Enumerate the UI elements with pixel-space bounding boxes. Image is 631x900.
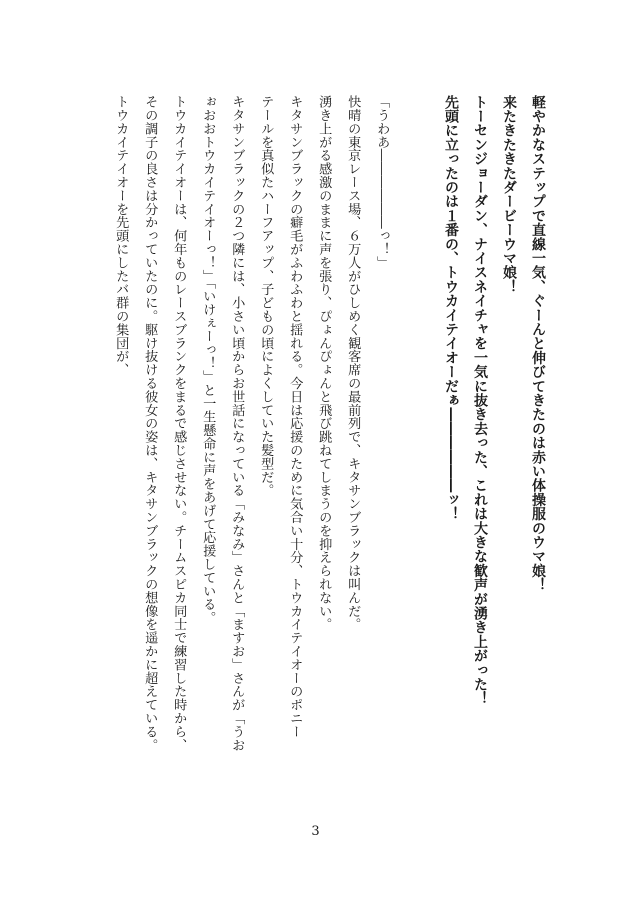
text-line: 湧き上がる感激のままに声を張り、ぴょんぴょんと飛び跳ねてしまうのを抑えられない。 — [316, 95, 332, 631]
text-line: 来たきたきたダービーウマ娘！ — [501, 95, 517, 294]
text-line: キタサンブラックの２つ隣には、小さい頃からお世話になっている「みなみ」さんと「ますお」さんが「うお — [229, 95, 245, 752]
text-line: 快晴の東京レース場、６万人がひしめく観客席の最前列で、キタサンブラックは叫んだ。 — [345, 95, 361, 631]
text-line: キタサンブラックの癖毛がふわふわと揺れる。今日は応援のために気合い十分、トウカイテイオーのポニー — [287, 95, 303, 739]
text-line: トウカイテイオーを先頭にしたバ群の集団が、 — [113, 95, 129, 377]
text-line: 先頭に立ったのは１番の、トウカイテイオーだぁ――――――ッ！ — [443, 95, 459, 521]
page-number: 3 — [311, 824, 320, 839]
text-line: トウカイテイオーは、何年ものレースブランクをまるで感じさせない。チームスピカ同士で練習した時から、 — [171, 95, 187, 752]
text-line: その調子の良さは分かっていたのに。駆け抜ける彼女の姿は、キタサンブラックの想像を遥かに超えている。 — [142, 95, 158, 752]
text-line: テールを真似たハーフアップ、子どもの頃によくしていた髪型だ。 — [258, 95, 274, 497]
text-line: 「うわあ――――――っ！」 — [374, 95, 390, 270]
text-line: 軽やかなステップで直線一気、ぐーんと伸びてきたのは赤い体操服のウマ娘！ — [530, 95, 546, 592]
text-line: ぉおおトウカイテイオーっ！」「いけぇーっ！」と一生懸命に声をあげて応援している。 — [200, 95, 216, 625]
text-line: トーセンジョーダン、ナイスネイチャを一気に抜き去った、これは大きな歓声が湧き上がった！ — [472, 95, 488, 706]
